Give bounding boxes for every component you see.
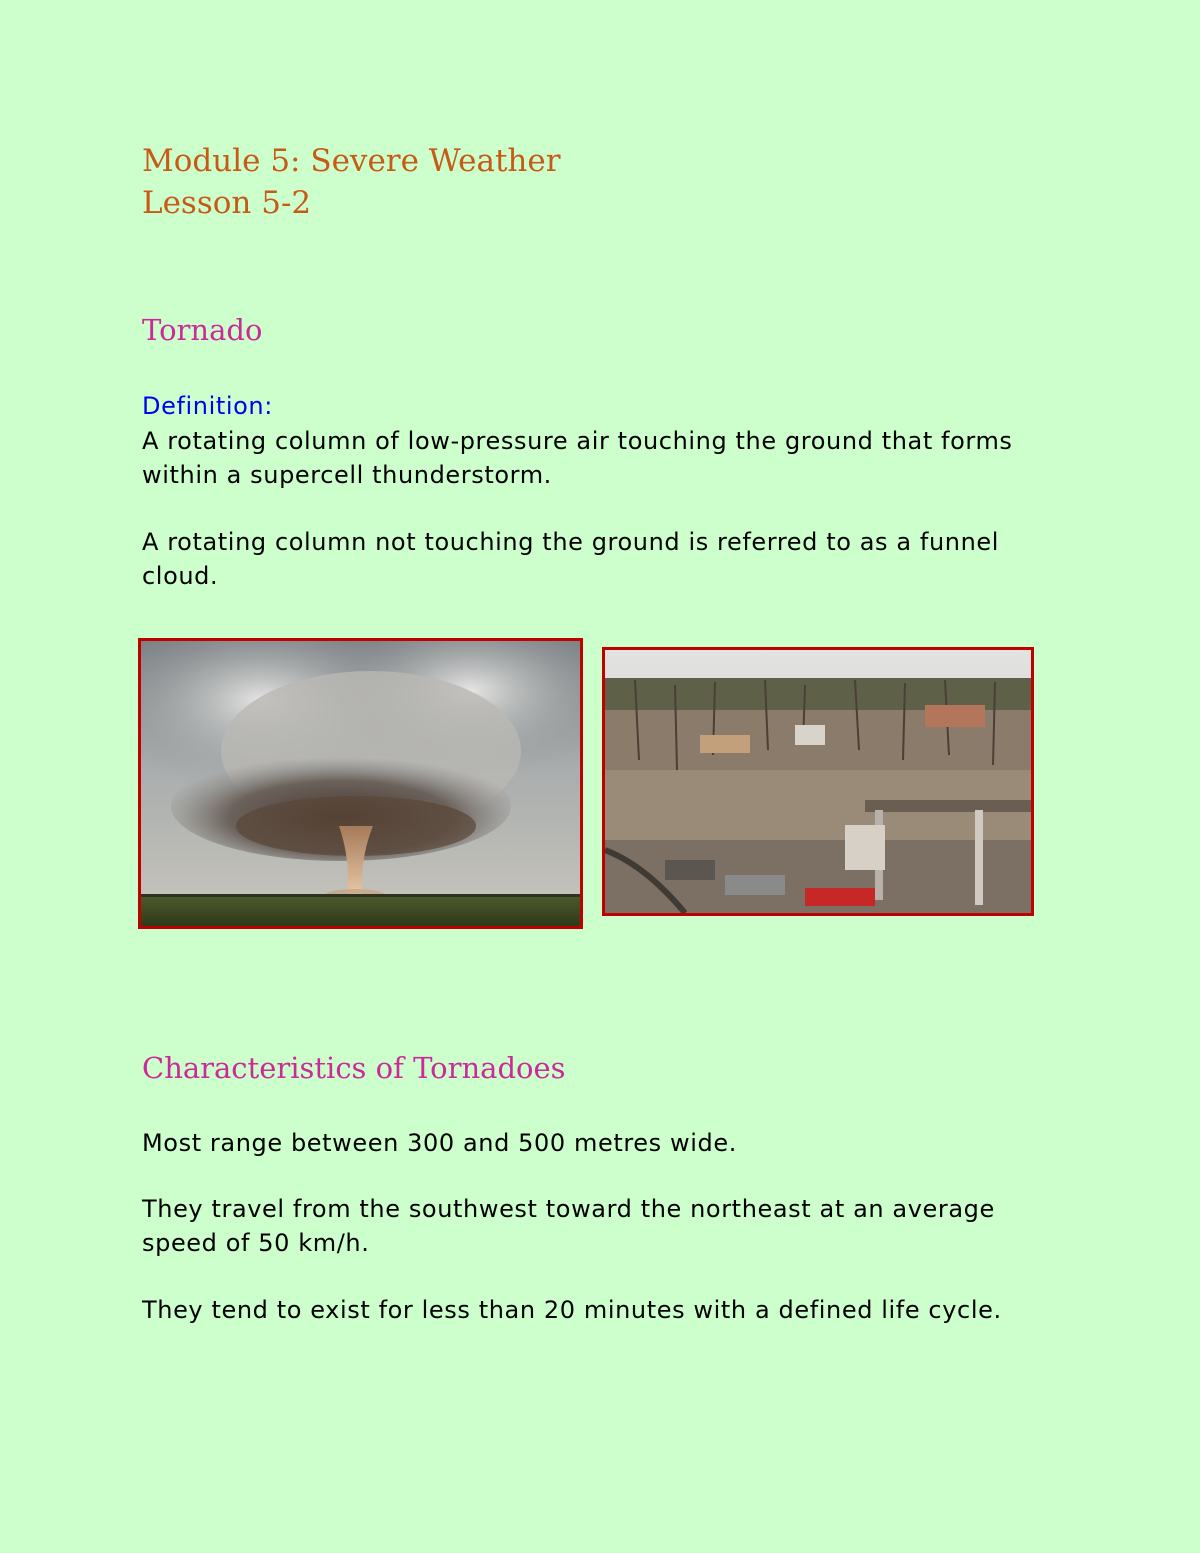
tornado-damage-photo-icon [605,650,1031,913]
definition-label: Definition: [142,392,273,420]
definition-text: A rotating column of low-pressure air touching the ground that forms within a supercell thunderstorm. [142,427,1013,489]
characteristic-point-3: They tend to exist for less than 20 minutes with a defined life cycle. [142,1296,1002,1324]
lesson-title: Lesson 5-2 [142,185,312,221]
tornado-heading: Tornado [142,313,263,347]
tornado-photo [138,638,583,929]
characteristics-heading: Characteristics of Tornadoes [142,1051,566,1085]
characteristic-point-2: They travel from the southwest toward the northeast at an average speed of 50 km/h. [142,1195,995,1257]
characteristic-point-1: Most range between 300 and 500 metres wide. [142,1129,737,1157]
tornado-damage-photo [602,647,1034,916]
tornado-photo-icon [141,641,580,926]
funnel-cloud-text: A rotating column not touching the ground is referred to as a funnel cloud. [142,528,1000,590]
module-title: Module 5: Severe Weather [142,143,561,179]
